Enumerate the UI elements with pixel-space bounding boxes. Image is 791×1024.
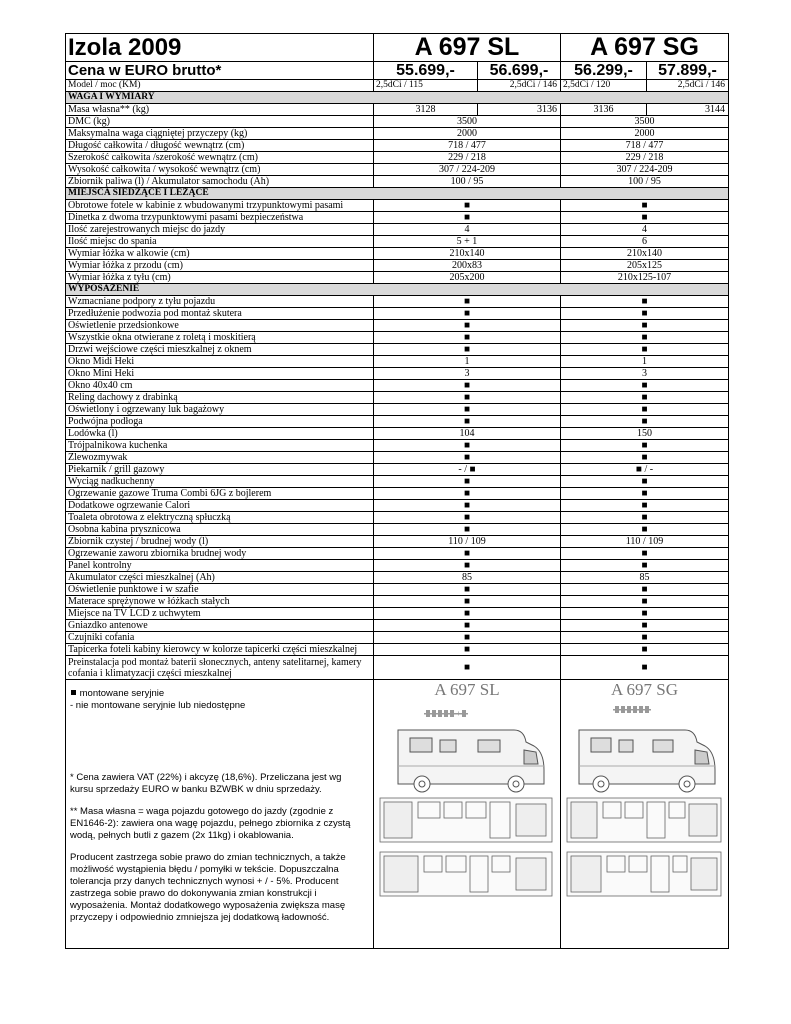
row-value-a: ■ — [374, 560, 561, 572]
spec-row — [66, 584, 729, 596]
spec-row — [66, 440, 729, 452]
row-value-a: ■ — [374, 620, 561, 632]
spec-table — [65, 33, 729, 949]
model-row — [66, 80, 729, 92]
row-value-b: ■ — [561, 320, 729, 332]
row-value-b: 1 — [561, 356, 729, 368]
section-heading: WYPOSAŻENIE — [66, 284, 729, 296]
row-value-a: ■ — [374, 344, 561, 356]
spec-row — [66, 356, 729, 368]
row-label: Przedłużenie podwozia pod montaż skutera — [66, 308, 374, 320]
row-value-b: 4 — [561, 224, 729, 236]
row-label: Zbiornik paliwa (l) / Akumulator samochodu (Ah) — [66, 176, 374, 188]
masa-a1: 3128 — [374, 104, 478, 116]
row-label: Wysokość całkowita / wysokość wewnątrz (cm) — [66, 164, 374, 176]
legend — [66, 680, 373, 712]
footnotes — [66, 772, 370, 934]
row-value-a: 200x83 — [374, 260, 561, 272]
row-value-b: ■ — [561, 200, 729, 212]
row-value-b: ■ — [561, 212, 729, 224]
spec-row — [66, 140, 729, 152]
masa-b1: 3136 — [561, 104, 647, 116]
section-heading: MIEJSCA SIEDZĄCE I LEŻĄCE — [66, 188, 729, 200]
row-label: DMC (kg) — [66, 116, 374, 128]
row-value-a: ■ — [374, 452, 561, 464]
row-label: Osobna kabina prysznicowa — [66, 524, 374, 536]
row-value-a: ■ — [374, 440, 561, 452]
row-value-b: 3500 — [561, 116, 729, 128]
row-label: Oświetlony i ogrzewany luk bagażowy — [66, 404, 374, 416]
row-value-b: 210x125-107 — [561, 272, 729, 284]
row-value-b: ■ — [561, 332, 729, 344]
spec-row — [66, 260, 729, 272]
row-value-a: ■ — [374, 392, 561, 404]
spec-row — [66, 116, 729, 128]
row-label: Lodówka (l) — [66, 428, 374, 440]
row-value-a: ■ — [374, 404, 561, 416]
spec-row — [66, 308, 729, 320]
spec-row — [66, 212, 729, 224]
row-value-a: 3500 — [374, 116, 561, 128]
row-label: Ogrzewanie gazowe Truma Combi 6JG z bojlerem — [66, 488, 374, 500]
row-value-b: ■ — [561, 560, 729, 572]
row-value-a: ■ — [374, 200, 561, 212]
row-value-b: ■ — [561, 500, 729, 512]
sl-variant-label: A 697 SL — [434, 680, 500, 699]
sg-variant-label: A 697 SG — [610, 680, 679, 699]
sl-motorhome-illustrations — [374, 680, 561, 948]
notes-cell — [66, 680, 374, 949]
row-label: Reling dachowy z drabinką — [66, 392, 374, 404]
row-value-a: 85 — [374, 572, 561, 584]
row-value-b: ■ — [561, 452, 729, 464]
row-label: Oświetlenie punktowe i w szafie — [66, 584, 374, 596]
row-label: Wymiar łóżka z przodu (cm) — [66, 260, 374, 272]
model-a2: 2,5dCi / 146 — [478, 80, 561, 92]
floorplan-upper-icon — [567, 798, 721, 842]
spec-row — [66, 344, 729, 356]
model-a-heading: A 697 SL — [374, 34, 561, 62]
row-label: Wymiar łóżka w alkowie (cm) — [66, 248, 374, 260]
spec-row — [66, 476, 729, 488]
row-label: Akumulator części mieszkalnej (Ah) — [66, 572, 374, 584]
row-value-b: 229 / 218 — [561, 152, 729, 164]
row-value-a: 100 / 95 — [374, 176, 561, 188]
masa-label: Masa własna** (kg) — [66, 104, 374, 116]
row-label: Tapicerka foteli kabiny kierowcy w kolorze tapicerki części mieszkalnej — [66, 644, 374, 656]
row-value-a: ■ — [374, 596, 561, 608]
row-value-b: ■ — [561, 620, 729, 632]
spec-row — [66, 452, 729, 464]
row-value-b: ■ — [561, 488, 729, 500]
row-value-b: ■ — [561, 596, 729, 608]
row-value-a: ■ — [374, 608, 561, 620]
legend-not-standard: - nie montowane seryjnie lub niedostępne — [70, 700, 246, 711]
row-value-b: ■ — [561, 548, 729, 560]
price-a1: 55.699,- — [374, 62, 478, 80]
seat-symbols-icon — [424, 709, 468, 718]
row-value-a: ■ — [374, 500, 561, 512]
row-label: Toaleta obrotowa z elektryczną spłuczką — [66, 512, 374, 524]
row-label: Okno Mini Heki — [66, 368, 374, 380]
row-value-a: ■ — [374, 416, 561, 428]
note-vat: * Cena zawiera VAT (22%) i akcyzę (18,6%). Przeliczana jest wg kursu sprzedaży EURO w banku BZWBK w dniu sprzedaży. — [70, 772, 342, 795]
masa-b2: 3144 — [647, 104, 729, 116]
spec-row — [66, 548, 729, 560]
spec-row — [66, 320, 729, 332]
spec-row — [66, 416, 729, 428]
standard-marker-icon — [71, 690, 76, 695]
row-value-b: 718 / 477 — [561, 140, 729, 152]
row-value-a: 110 / 109 — [374, 536, 561, 548]
section-waga — [66, 92, 729, 104]
row-value-b: ■ — [561, 584, 729, 596]
row-value-b: ■ — [561, 656, 729, 680]
row-value-b: ■ — [561, 380, 729, 392]
price-b1: 56.299,- — [561, 62, 647, 80]
sg-motorhome-illustrations — [561, 680, 728, 948]
row-label: Gniazdko antenowe — [66, 620, 374, 632]
row-value-b: 100 / 95 — [561, 176, 729, 188]
motorhome-side-view-icon — [579, 730, 715, 792]
row-value-b: ■ — [561, 296, 729, 308]
row-value-a: ■ — [374, 488, 561, 500]
row-value-b: 205x125 — [561, 260, 729, 272]
row-value-b: ■ / - — [561, 464, 729, 476]
model-label: Model / moc (KM) — [66, 80, 374, 92]
row-label: Wymiar łóżka z tyłu (cm) — [66, 272, 374, 284]
spec-row — [66, 404, 729, 416]
row-value-b: ■ — [561, 392, 729, 404]
row-value-a: - / ■ — [374, 464, 561, 476]
row-value-a: ■ — [374, 644, 561, 656]
price-a2: 56.699,- — [478, 62, 561, 80]
row-value-a: ■ — [374, 380, 561, 392]
floorplan-upper-icon — [380, 798, 552, 842]
spec-row — [66, 464, 729, 476]
row-value-a: 210x140 — [374, 248, 561, 260]
row-value-b: 85 — [561, 572, 729, 584]
row-label: Zbiornik czystej / brudnej wody (l) — [66, 536, 374, 548]
spec-sheet — [65, 33, 728, 949]
row-label: Dodatkowe ogrzewanie Calori — [66, 500, 374, 512]
spec-row — [66, 248, 729, 260]
row-value-a: 3 — [374, 368, 561, 380]
spec-row — [66, 368, 729, 380]
section-wyposazenie — [66, 284, 729, 296]
legend-standard: montowane seryjnie — [79, 688, 165, 699]
row-label: Ogrzewanie zaworu zbiornika brudnej wody — [66, 548, 374, 560]
row-label: Trójpalnikowa kuchenka — [66, 440, 374, 452]
row-label: Zlewozmywak — [66, 452, 374, 464]
spec-row — [66, 644, 729, 656]
spec-row — [66, 200, 729, 212]
spec-row — [66, 296, 729, 308]
row-value-a: 104 — [374, 428, 561, 440]
note-producent: Producent zastrzega sobie prawo do zmian technicznych, a także możliwość wystąpienia błędu / pomyłki w tekście. Dopuszczalna tolerancja przy danych technicznych wynosi + / - 5%. Producent zastrzega sobie prawo do dokonywania zmian konstrukcji i wyposażenia. Montaż dodatkowego wyposażenia zwiększa masę przyczepy i odpowiednio zmniejsza jej dodatkową ładowność. — [70, 852, 346, 923]
row-label: Preinstalacja pod montaż baterii słonecznych, anteny satelitarnej, kamery cofania i klimatyzacji części mieszkalnej — [66, 656, 374, 680]
price-row — [66, 62, 729, 80]
section-miejsca — [66, 188, 729, 200]
row-value-b: ■ — [561, 476, 729, 488]
model-b2: 2,5dCi / 146 — [647, 80, 729, 92]
spec-row — [66, 176, 729, 188]
spec-row — [66, 128, 729, 140]
spec-row — [66, 512, 729, 524]
seat-symbols-icon — [613, 706, 651, 713]
row-value-a: 307 / 224-209 — [374, 164, 561, 176]
row-value-b: 3 — [561, 368, 729, 380]
preinstalacja-row — [66, 656, 729, 680]
row-label: Drzwi wejściowe części mieszkalnej z oknem — [66, 344, 374, 356]
row-label: Ilość zarejestrowanych miejsc do jazdy — [66, 224, 374, 236]
row-label: Długość całkowita / długość wewnątrz (cm) — [66, 140, 374, 152]
row-value-b: 2000 — [561, 128, 729, 140]
row-label: Materace sprężynowe w łóżkach stałych — [66, 596, 374, 608]
row-label: Wszystkie okna otwierane z roletą i moskitierą — [66, 332, 374, 344]
row-label: Dinetka z dwoma trzypunktowymi pasami bezpieczeństwa — [66, 212, 374, 224]
row-value-a: ■ — [374, 524, 561, 536]
sg-image-cell — [561, 680, 729, 949]
row-label: Obrotowe fotele w kabinie z wbudowanymi trzypunktowymi pasami — [66, 200, 374, 212]
row-value-b: ■ — [561, 308, 729, 320]
spec-row — [66, 380, 729, 392]
spec-row — [66, 608, 729, 620]
masa-a2: 3136 — [478, 104, 561, 116]
row-value-b: ■ — [561, 404, 729, 416]
row-value-a: ■ — [374, 296, 561, 308]
row-label: Szerokość całkowita /szerokość wewnątrz (cm) — [66, 152, 374, 164]
note-masa: ** Masa własna = waga pojazdu gotowego do jazdy (zgodnie z EN1646-2): zawiera ona wagę pojazdu, pełnego zbiornika z czystą wodą, pełnych butli z gazem (2x 11kg) i okablowania. — [70, 806, 351, 841]
spec-row — [66, 272, 729, 284]
spec-row — [66, 488, 729, 500]
row-value-b: 150 — [561, 428, 729, 440]
spec-row — [66, 560, 729, 572]
spec-row — [66, 572, 729, 584]
row-label: Oświetlenie przedsionkowe — [66, 320, 374, 332]
spec-row — [66, 500, 729, 512]
masa-row — [66, 104, 729, 116]
row-value-b: ■ — [561, 512, 729, 524]
spec-row — [66, 620, 729, 632]
row-value-a: ■ — [374, 548, 561, 560]
row-value-a: 205x200 — [374, 272, 561, 284]
row-value-b: ■ — [561, 416, 729, 428]
row-value-b: ■ — [561, 608, 729, 620]
row-value-a: ■ — [374, 512, 561, 524]
model-b-heading: A 697 SG — [561, 34, 729, 62]
row-value-a: 4 — [374, 224, 561, 236]
row-value-a: ■ — [374, 476, 561, 488]
title-row — [66, 34, 729, 62]
row-value-a: 2000 — [374, 128, 561, 140]
price-b2: 57.899,- — [647, 62, 729, 80]
spec-row — [66, 164, 729, 176]
row-value-b: ■ — [561, 632, 729, 644]
row-label: Ilość miejsc do spania — [66, 236, 374, 248]
row-label: Podwójna podłoga — [66, 416, 374, 428]
row-value-b: ■ — [561, 440, 729, 452]
row-value-a: 229 / 218 — [374, 152, 561, 164]
spec-row — [66, 332, 729, 344]
row-value-a: ■ — [374, 320, 561, 332]
svg-text:+: + — [456, 709, 461, 718]
row-value-a: ■ — [374, 212, 561, 224]
doc-title: Izola 2009 — [66, 34, 374, 62]
row-label: Maksymalna waga ciągniętej przyczepy (kg) — [66, 128, 374, 140]
row-label: Piekarnik / grill gazowy — [66, 464, 374, 476]
floorplan-lower-icon — [380, 852, 552, 896]
row-label: Okno 40x40 cm — [66, 380, 374, 392]
row-value-b: ■ — [561, 524, 729, 536]
row-label: Wzmacniane podpory z tyłu pojazdu — [66, 296, 374, 308]
price-label: Cena w EURO brutto* — [66, 62, 374, 80]
row-value-b: 307 / 224-209 — [561, 164, 729, 176]
sl-image-cell — [374, 680, 561, 949]
section-heading: WAGA I WYMIARY — [66, 92, 729, 104]
row-value-b: 110 / 109 — [561, 536, 729, 548]
row-value-a: ■ — [374, 332, 561, 344]
spec-row — [66, 236, 729, 248]
row-label: Miejsce na TV LCD z uchwytem — [66, 608, 374, 620]
spec-row — [66, 632, 729, 644]
row-value-b: ■ — [561, 344, 729, 356]
row-label: Czujniki cofania — [66, 632, 374, 644]
row-value-b: 6 — [561, 236, 729, 248]
spec-row — [66, 524, 729, 536]
spec-row — [66, 428, 729, 440]
row-value-b: 210x140 — [561, 248, 729, 260]
spec-row — [66, 224, 729, 236]
spec-row — [66, 152, 729, 164]
row-value-a: 718 / 477 — [374, 140, 561, 152]
row-value-b: ■ — [561, 644, 729, 656]
row-label: Panel kontrolny — [66, 560, 374, 572]
row-value-a: ■ — [374, 656, 561, 680]
spec-row — [66, 596, 729, 608]
spec-row — [66, 392, 729, 404]
row-value-a: 5 + 1 — [374, 236, 561, 248]
model-a1: 2,5dCi / 115 — [374, 80, 478, 92]
bottom-row — [66, 680, 729, 949]
model-b1: 2,5dCi / 120 — [561, 80, 647, 92]
row-value-a: ■ — [374, 308, 561, 320]
row-value-a: ■ — [374, 632, 561, 644]
floorplan-lower-icon — [567, 852, 721, 896]
row-value-a: ■ — [374, 584, 561, 596]
spec-row — [66, 536, 729, 548]
row-label: Okno Midi Heki — [66, 356, 374, 368]
row-label: Wyciąg nadkuchenny — [66, 476, 374, 488]
row-value-a: 1 — [374, 356, 561, 368]
motorhome-side-view-icon — [398, 730, 544, 792]
